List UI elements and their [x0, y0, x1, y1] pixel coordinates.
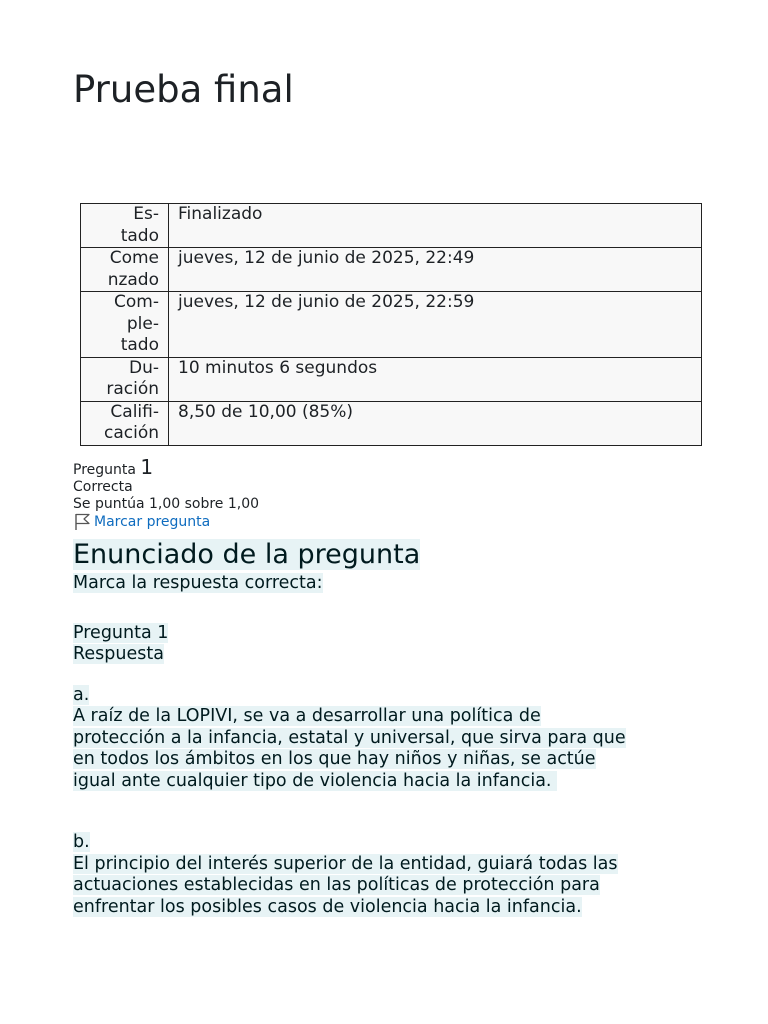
summary-value-duracion: 10 minutos 6 segundos — [169, 357, 702, 401]
inner-title-wrap — [73, 623, 713, 645]
option-text-line: en todos los ámbitos en los que hay niños y niñas, se actúe — [73, 749, 596, 769]
summary-row-calificacion — [81, 401, 702, 445]
answer-option-b[interactable] — [73, 832, 713, 918]
page-title: Prueba final — [73, 68, 294, 111]
label-text: Come nzado — [107, 248, 159, 290]
summary-row-estado — [81, 204, 702, 248]
option-text-line: igual ante cualquier tipo de violencia hacia la infancia. — [73, 770, 558, 791]
question-prompt-wrap — [73, 573, 713, 595]
flag-question-link[interactable]: Marcar pregunta — [94, 514, 211, 530]
option-text-line: protección a la infancia, estatal y universal, que sirva para que — [73, 727, 626, 748]
question-number — [73, 455, 259, 479]
question-info — [73, 455, 260, 531]
option-letter: b. — [73, 832, 90, 852]
quiz-summary-table — [80, 203, 702, 446]
label-text: Califi- cación — [103, 401, 159, 443]
option-text-line: El principio del interés superior de la entidad, guiará todas las — [73, 853, 618, 874]
question-heading-wrap — [73, 537, 713, 573]
summary-row-completado — [81, 292, 702, 358]
summary-value-completado: jueves, 12 de junio de 2025, 22:59 — [169, 292, 702, 358]
question-inner-title: Pregunta 1 — [73, 622, 169, 643]
answer-option-a[interactable] — [73, 685, 713, 793]
summary-label-duracion — [81, 357, 169, 401]
label-text: Com- ple- tado — [114, 292, 159, 355]
summary-row-duracion — [81, 357, 702, 401]
option-text-line: enfrentar los posibles casos de violencia hacia la infancia. — [73, 896, 582, 917]
summary-value-calificacion: 8,50 de 10,00 (85%) — [169, 401, 702, 445]
flag-icon[interactable] — [73, 513, 91, 531]
summary-label-completado — [81, 292, 169, 358]
summary-value-comenzado: jueves, 12 de junio de 2025, 22:49 — [169, 248, 702, 292]
answer-label: Respuesta — [73, 644, 164, 664]
question-label: Pregunta — [73, 462, 136, 478]
label-text: Du- ración — [106, 357, 159, 399]
summary-label-estado — [81, 204, 169, 248]
question-number-value: 1 — [140, 455, 154, 479]
label-text: Es- tado — [120, 204, 159, 246]
flag-question-button[interactable] — [73, 513, 259, 531]
question-grade: Se puntúa 1,00 sobre 1,00 — [73, 496, 260, 512]
answer-label-wrap — [73, 644, 713, 666]
summary-value-estado: Finalizado — [169, 204, 702, 248]
summary-label-comenzado — [81, 248, 169, 292]
option-text-line: actuaciones establecidas en las políticas de protección para — [73, 875, 600, 895]
summary-label-calificacion — [81, 401, 169, 445]
question-content — [73, 537, 713, 918]
question-state: Correcta — [73, 479, 133, 495]
question-heading: Enunciado de la pregunta — [73, 539, 421, 570]
question-prompt: Marca la respuesta correcta: — [73, 573, 323, 593]
summary-row-comenzado — [81, 248, 702, 292]
option-text-line: A raíz de la LOPIVI, se va a desarrollar una política de — [73, 706, 541, 726]
option-letter: a. — [73, 684, 90, 705]
